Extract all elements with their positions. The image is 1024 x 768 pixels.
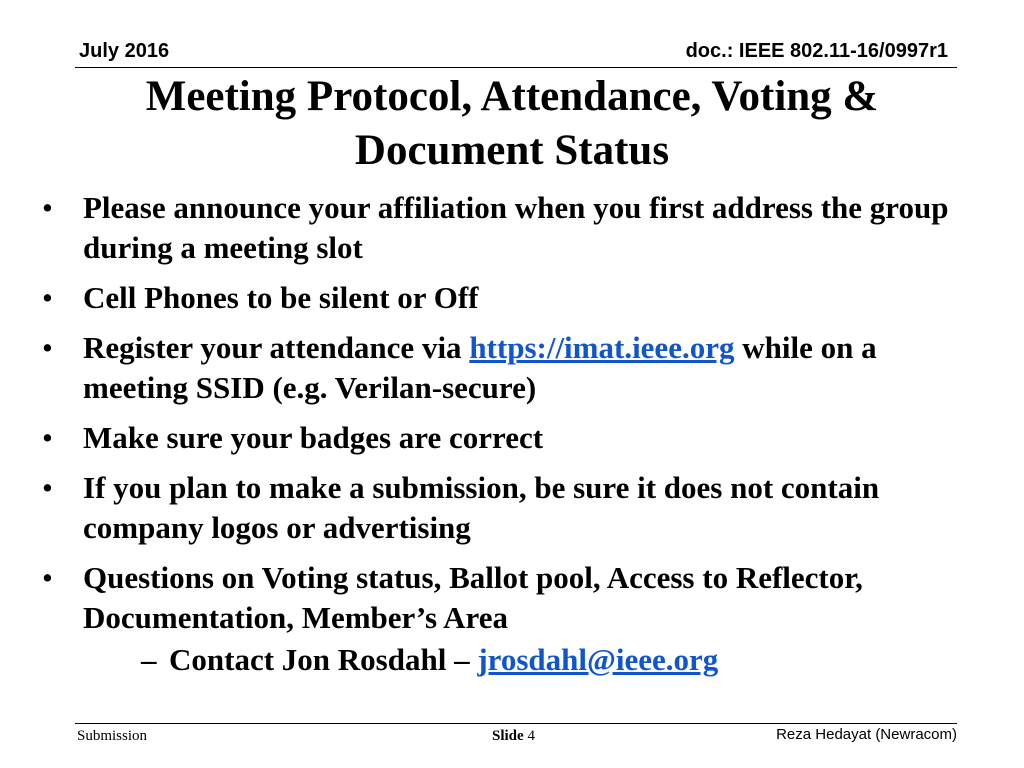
bullet-dot: • <box>42 420 53 455</box>
footer-divider <box>75 723 957 724</box>
bullet-text: Please announce your affiliation when you first address the group during a meeting slot <box>83 190 949 265</box>
footer-author: Reza Hedayat (Newracom) <box>776 726 957 743</box>
bullet-affiliation <box>42 188 974 268</box>
bullet-dot: • <box>42 190 53 225</box>
bullet-dot: • <box>42 330 53 365</box>
bullet-badges <box>42 418 974 458</box>
bullet-text: Cell Phones to be silent or Off <box>83 280 479 315</box>
title-line-1: Meeting Protocol, Attendance, Voting & <box>145 73 879 120</box>
header-date: July 2016 <box>79 40 170 62</box>
title-line-2: Document Status <box>354 127 670 174</box>
footer-submission: Submission <box>77 728 148 744</box>
sub-bullet-contact <box>83 640 974 680</box>
bullet-dot: • <box>42 560 53 595</box>
bullet-submission <box>42 468 974 548</box>
footer-slide-number <box>492 728 535 745</box>
header-divider <box>75 67 957 68</box>
bullet-text-after: while on a meeting SSID (e.g. Verilan-secure) <box>83 330 877 405</box>
slide-title <box>60 70 964 178</box>
bullet-cell-phones <box>42 278 974 318</box>
bullet-text: If you plan to make a submission, be sure it does not contain company logos or advertising <box>83 470 880 545</box>
email-link[interactable]: jrosdahl@ieee.org <box>477 642 719 677</box>
slide-number: 4 <box>527 728 535 744</box>
header-doc-id: doc.: IEEE 802.11-16/0997r1 <box>685 40 948 62</box>
bullet-dot: • <box>42 470 53 505</box>
bullet-attendance <box>42 328 974 408</box>
bullet-list <box>42 188 974 690</box>
imat-link[interactable]: https://imat.ieee.org <box>469 330 735 365</box>
bullet-text-before: Register your attendance via <box>83 330 470 365</box>
bullet-text: Questions on Voting status, Ballot pool, Access to Reflector, Documentation, Member’s Area <box>83 560 863 635</box>
bullet-questions <box>42 558 974 680</box>
bullet-text: Make sure your badges are correct <box>83 420 544 455</box>
slide-label: Slide <box>492 728 524 744</box>
bullet-dot: • <box>42 280 53 315</box>
sub-bullet-text: Contact Jon Rosdahl – <box>169 642 478 677</box>
sub-bullet-dash: – <box>141 642 157 677</box>
